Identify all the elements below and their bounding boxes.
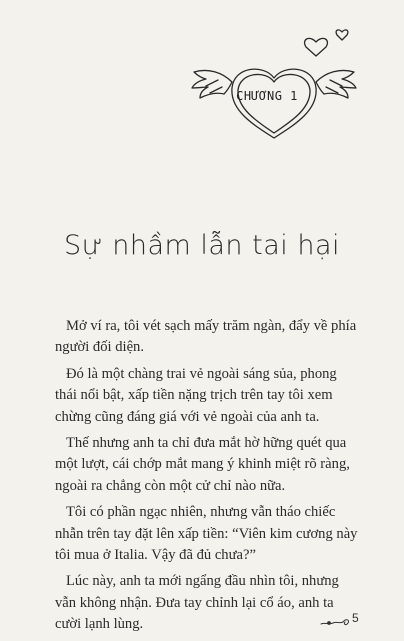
page-number: 5 [352,611,359,625]
paragraph: Lúc này, anh ta mới ngẩng đầu nhìn tôi, nhưng vẫn không nhận. Đưa tay chỉnh lại cổ áo, anh ta cười lạnh lùng. [55,573,339,633]
chapter-label: CHƯƠNG 1 [236,89,298,103]
flourish-icon [319,614,351,628]
paragraph: Tôi có phần ngạc nhiên, nhưng vẫn tháo chiếc nhẫn trên tay đặt lên xấp tiền: “Viên kim cương này tôi mua ở Italia. Vậy đã đủ chưa?” [55,504,358,564]
paragraph: Thế nhưng anh ta chỉ đưa mắt hờ hững quét qua một lượt, cái chớp mắt mang ý khinh miệt rõ ràng, ngoài ra chẳng còn một cử chỉ nào nữa. [55,435,350,494]
winged-heart-icon [188,20,358,145]
chapter-body [55,316,360,641]
paragraph: Đó là một chàng trai vẻ ngoài sáng sủa, phong thái nổi bật, xấp tiền nặng trịch trên tay tôi xem chừng cũng đáng giá với vẻ ngoài của anh ta. [55,365,337,425]
paragraph: Mở ví ra, tôi vét sạch mấy trăm ngàn, đẩy về phía người đối diện. [55,318,357,356]
chapter-title: Sự nhầm lẫn tai hại [63,230,341,261]
